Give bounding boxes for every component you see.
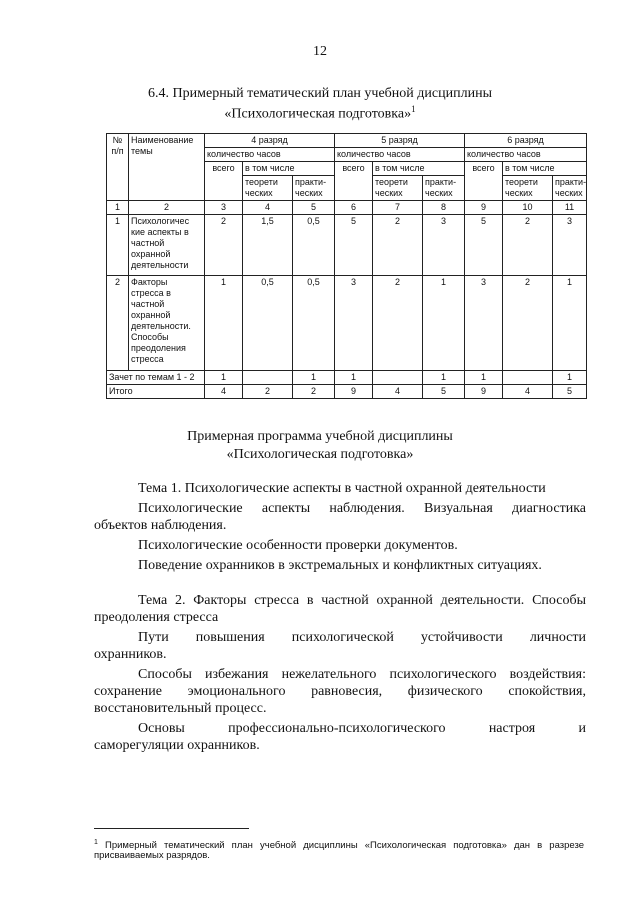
header-including: в том числе: [503, 162, 587, 176]
cell-value: 0,5: [293, 215, 335, 276]
table-row: [107, 215, 587, 276]
column-number: 1: [107, 201, 129, 215]
cell-value: 1: [423, 276, 465, 371]
plan-subtitle-text: «Психологическая подготовка»: [224, 106, 412, 122]
page-number: 12: [313, 44, 327, 59]
cell-value: 1: [335, 371, 373, 385]
cell-value: 2: [373, 276, 423, 371]
cell-value: 5: [335, 215, 373, 276]
row-topic-name: Факторы стресса в частной охранной деятельности. Способы преодоления стресса: [129, 276, 205, 371]
table-row: [107, 276, 587, 371]
column-number: 3: [205, 201, 243, 215]
column-number: 2: [129, 201, 205, 215]
column-number: 10: [503, 201, 553, 215]
topic-1-paragraph-1-cont: объектов наблюдения.: [94, 518, 227, 533]
header-hours: количество часов: [205, 148, 335, 162]
header-including: в том числе: [373, 162, 465, 176]
topic-2-paragraph-2-end: восстановительный процесс.: [94, 701, 267, 716]
cell-value: 5: [465, 215, 503, 276]
cell-value: 3: [423, 215, 465, 276]
cell-value: 2: [373, 215, 423, 276]
footnote-reference: 1: [411, 104, 416, 114]
cell-value: 4: [205, 385, 243, 399]
row-number: 2: [107, 276, 129, 371]
cell-value: [243, 371, 293, 385]
table-header-row: [107, 134, 587, 148]
topic-2-heading: Тема 2. Факторы стресса в частной охранной деятельности. Способы: [138, 593, 586, 608]
column-number: 7: [373, 201, 423, 215]
credit-row: [107, 371, 587, 385]
topic-1-paragraph-3: Поведение охранников в экстремальных и конфликтных ситуациях.: [138, 558, 542, 573]
column-number-row: [107, 201, 587, 215]
topic-2-paragraph-3-cont: саморегуляции охранников.: [94, 738, 260, 753]
cell-value: [373, 371, 423, 385]
header-grade-6: 6 разряд: [465, 134, 587, 148]
footnote-divider: [94, 828, 249, 829]
cell-value: 2: [293, 385, 335, 399]
topic-2-paragraph-3: Основы профессионально-психологического настроя и: [138, 721, 586, 736]
cell-value: [503, 371, 553, 385]
cell-value: 5: [553, 385, 587, 399]
cell-value: 4: [373, 385, 423, 399]
header-theory: теорети ческих: [503, 176, 553, 201]
topic-2-paragraph-2: Способы избежания нежелательного психологического воздействия:: [138, 667, 586, 682]
cell-value: 0,5: [293, 276, 335, 371]
plan-subtitle: [0, 104, 640, 123]
cell-value: 1: [423, 371, 465, 385]
cell-value: 1: [293, 371, 335, 385]
header-total: всего: [335, 162, 373, 201]
header-total: всего: [465, 162, 503, 201]
cell-value: 1,5: [243, 215, 293, 276]
cell-value: 2: [503, 215, 553, 276]
topic-1-heading: Тема 1. Психологические аспекты в частной охранной деятельности: [138, 481, 546, 496]
row-topic-name: Психологичес кие аспекты в частной охранной деятельности: [129, 215, 205, 276]
header-theory: теорети ческих: [243, 176, 293, 201]
header-hours: количество часов: [335, 148, 465, 162]
cell-value: 2: [205, 215, 243, 276]
cell-value: 3: [335, 276, 373, 371]
total-row: [107, 385, 587, 399]
column-number: 4: [243, 201, 293, 215]
cell-value: 1: [553, 276, 587, 371]
column-number: 8: [423, 201, 465, 215]
cell-value: 2: [243, 385, 293, 399]
header-topic-name: Наименование темы: [129, 134, 205, 201]
credit-label: Зачет по темам 1 - 2: [107, 371, 205, 385]
cell-value: 3: [553, 215, 587, 276]
header-hours: количество часов: [465, 148, 587, 162]
cell-value: 1: [205, 371, 243, 385]
row-number: 1: [107, 215, 129, 276]
cell-value: 3: [465, 276, 503, 371]
cell-value: 0,5: [243, 276, 293, 371]
cell-value: 9: [335, 385, 373, 399]
topic-1-paragraph-2: Психологические особенности проверки документов.: [138, 538, 458, 553]
program-title: Примерная программа учебной дисциплины: [187, 429, 453, 444]
header-grade-5: 5 разряд: [335, 134, 465, 148]
topic-2-paragraph-1: Пути повышения психологической устойчивости личности: [138, 630, 586, 645]
header-grade-4: 4 разряд: [205, 134, 335, 148]
cell-value: 4: [503, 385, 553, 399]
topic-2-paragraph-2-cont: сохранение эмоционального равновесия, физического спокойствия,: [94, 684, 586, 699]
cell-value: 1: [205, 276, 243, 371]
topic-1-paragraph-1: Психологические аспекты наблюдения. Визуальная диагностика: [138, 501, 586, 516]
header-theory: теорети ческих: [373, 176, 423, 201]
program-subtitle: «Психологическая подготовка»: [226, 447, 414, 462]
cell-value: 1: [465, 371, 503, 385]
footnote-cont: присваиваемых разрядов.: [94, 850, 210, 861]
total-label: Итого: [107, 385, 205, 399]
header-practice: практи-ческих: [423, 176, 465, 201]
topic-2-heading-cont: преодоления стресса: [94, 610, 219, 625]
header-practice: практи-ческих: [293, 176, 335, 201]
header-including: в том числе: [243, 162, 335, 176]
cell-value: 9: [465, 385, 503, 399]
column-number: 5: [293, 201, 335, 215]
column-number: 11: [553, 201, 587, 215]
header-total: всего: [205, 162, 243, 201]
topic-2-paragraph-1-cont: охранников.: [94, 647, 167, 662]
column-number: 6: [335, 201, 373, 215]
header-practice: практи-ческих: [553, 176, 587, 201]
cell-value: 2: [503, 276, 553, 371]
footnote-text: Примерный тематический план учебной дисциплины «Психологическая подготовка» дан в разрезе: [105, 840, 584, 852]
column-number: 9: [465, 201, 503, 215]
footnote-mark: 1: [94, 839, 98, 846]
header-number: № п/п: [107, 134, 129, 201]
cell-value: 5: [423, 385, 465, 399]
plan-title: 6.4. Примерный тематический план учебной дисциплины: [148, 86, 492, 101]
thematic-plan-table: [106, 133, 587, 399]
cell-value: 1: [553, 371, 587, 385]
